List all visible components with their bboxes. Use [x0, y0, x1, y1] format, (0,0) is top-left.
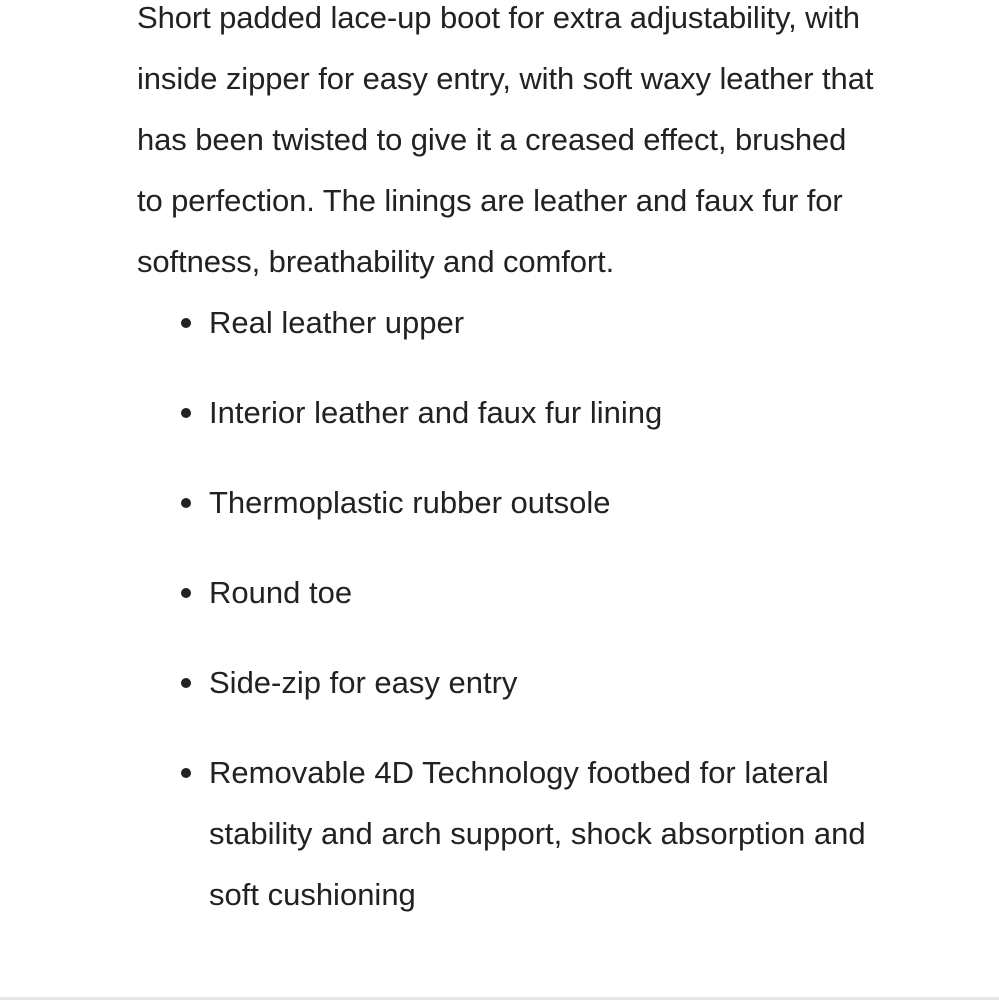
- feature-item: [137, 292, 877, 353]
- bullet-icon: [181, 318, 191, 328]
- feature-item: [137, 652, 877, 713]
- feature-text: Removable 4D Technology footbed for lateral stability and arch support, shock absorption and soft cushioning: [209, 755, 866, 912]
- bullet-icon: [181, 498, 191, 508]
- feature-item: [137, 472, 877, 533]
- product-description-section: [137, 0, 877, 925]
- bullet-icon: [181, 678, 191, 688]
- feature-text: Real leather upper: [209, 305, 465, 340]
- feature-list: [137, 292, 877, 925]
- feature-text: Thermoplastic rubber outsole: [209, 485, 611, 520]
- feature-text: Round toe: [209, 575, 353, 610]
- bullet-icon: [181, 588, 191, 598]
- bullet-icon: [181, 408, 191, 418]
- feature-text: Interior leather and faux fur lining: [209, 395, 663, 430]
- feature-item: [137, 562, 877, 623]
- bullet-icon: [181, 768, 191, 778]
- feature-text: Side-zip for easy entry: [209, 665, 518, 700]
- feature-item: [137, 742, 877, 925]
- product-description-text: Short padded lace-up boot for extra adjustability, with inside zipper for easy entry, with soft waxy leather that has been twisted to give it a creased effect, brushed to perfection. The linings are leather and faux fur for softness, breathability and comfort.: [137, 0, 874, 279]
- feature-item: [137, 382, 877, 443]
